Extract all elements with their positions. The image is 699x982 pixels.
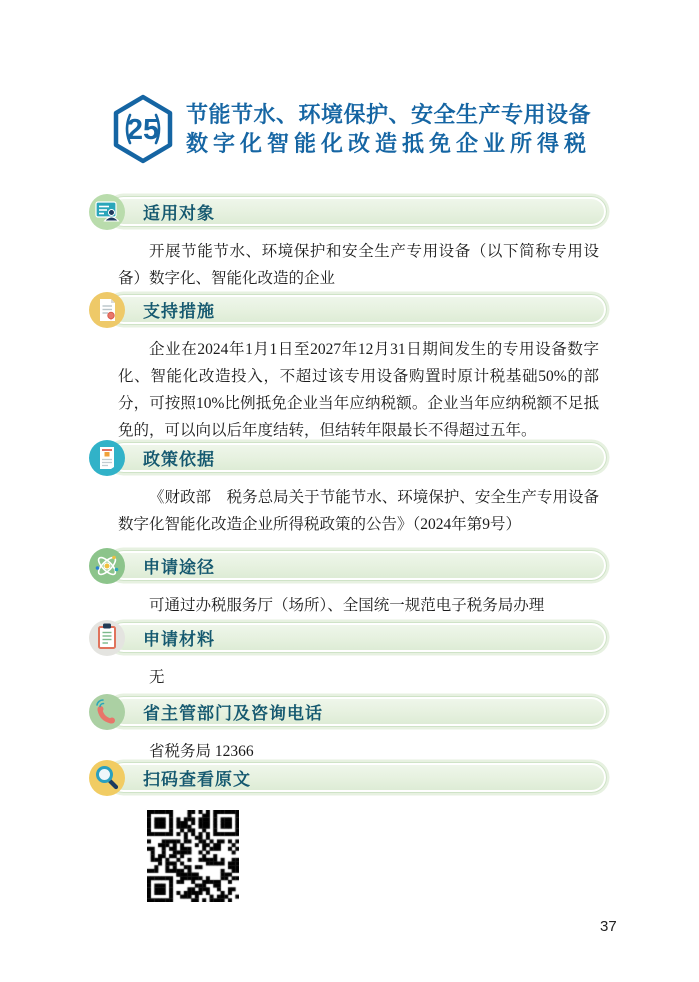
section-header xyxy=(88,759,607,797)
section-header xyxy=(88,619,607,657)
page-header xyxy=(112,94,591,164)
qr-code-block xyxy=(147,810,607,902)
section-header-bar xyxy=(108,550,607,581)
section-application-channel xyxy=(88,547,607,619)
section-title: 申请途径 xyxy=(143,558,215,577)
section-header xyxy=(88,693,607,731)
section-body: 企业在2024年1月1日至2027年12月31日期间发生的专用设备数字化、智能化改造投入，不超过该专用设备购置时原计税基础50%的部分，可按照10%比例抵免企业当年应纳税额。企业当年应纳税额不足抵免的，可以向以后年度结转，但结转年限最长不得超过五年。 xyxy=(118,341,599,439)
section-header-bar xyxy=(108,442,607,473)
qr-code xyxy=(147,810,239,902)
section-header xyxy=(88,291,607,329)
section-application-materials xyxy=(88,619,607,691)
official-document-icon xyxy=(88,439,126,477)
section-body: 省税务局 12366 xyxy=(149,743,254,760)
section-title: 申请材料 xyxy=(143,630,215,649)
clipboard-icon xyxy=(88,619,126,657)
section-header-bar xyxy=(108,196,607,227)
section-support-measures xyxy=(88,291,607,444)
page-title xyxy=(186,100,591,158)
section-header-bar xyxy=(108,696,607,727)
badge-number: 25 xyxy=(126,114,160,146)
section-body: 可通过办税服务厅（场所）、全国统一规范电子税务局办理 xyxy=(149,597,545,614)
section-header xyxy=(88,439,607,477)
section-applicable-objects xyxy=(88,193,607,292)
section-policy-basis xyxy=(88,439,607,538)
section-header-bar xyxy=(108,762,607,793)
section-title: 省主管部门及咨询电话 xyxy=(143,704,323,723)
section-contact-phone xyxy=(88,693,607,765)
atom-icon xyxy=(88,547,126,585)
section-title: 支持措施 xyxy=(143,302,215,321)
certificate-icon xyxy=(88,291,126,329)
phone-icon xyxy=(88,693,126,731)
section-header xyxy=(88,193,607,231)
section-header-bar xyxy=(108,622,607,653)
magnifier-icon xyxy=(88,759,126,797)
section-header-bar xyxy=(108,294,607,325)
section-body: 《财政部 税务总局关于节能节水、环境保护、安全生产专用设备数字化智能化改造企业所得税政策的公告》（2024年第9号） xyxy=(118,489,599,533)
hexagon-number-badge xyxy=(112,94,174,164)
section-body: 开展节能节水、环境保护和安全生产专用设备（以下简称专用设备）数字化、智能化改造的企业 xyxy=(118,243,599,287)
section-title: 适用对象 xyxy=(143,204,215,223)
section-title: 扫码查看原文 xyxy=(143,770,251,789)
id-card-icon xyxy=(88,193,126,231)
page-title-line2: 数字化智能化改造抵免企业所得税 xyxy=(186,131,592,156)
page-title-line1: 节能节水、环境保护、安全生产专用设备 xyxy=(186,102,592,127)
section-scan-qr xyxy=(88,759,607,902)
section-title: 政策依据 xyxy=(143,450,215,469)
page-number: 37 xyxy=(600,918,617,935)
section-body: 无 xyxy=(149,669,165,686)
section-header xyxy=(88,547,607,585)
